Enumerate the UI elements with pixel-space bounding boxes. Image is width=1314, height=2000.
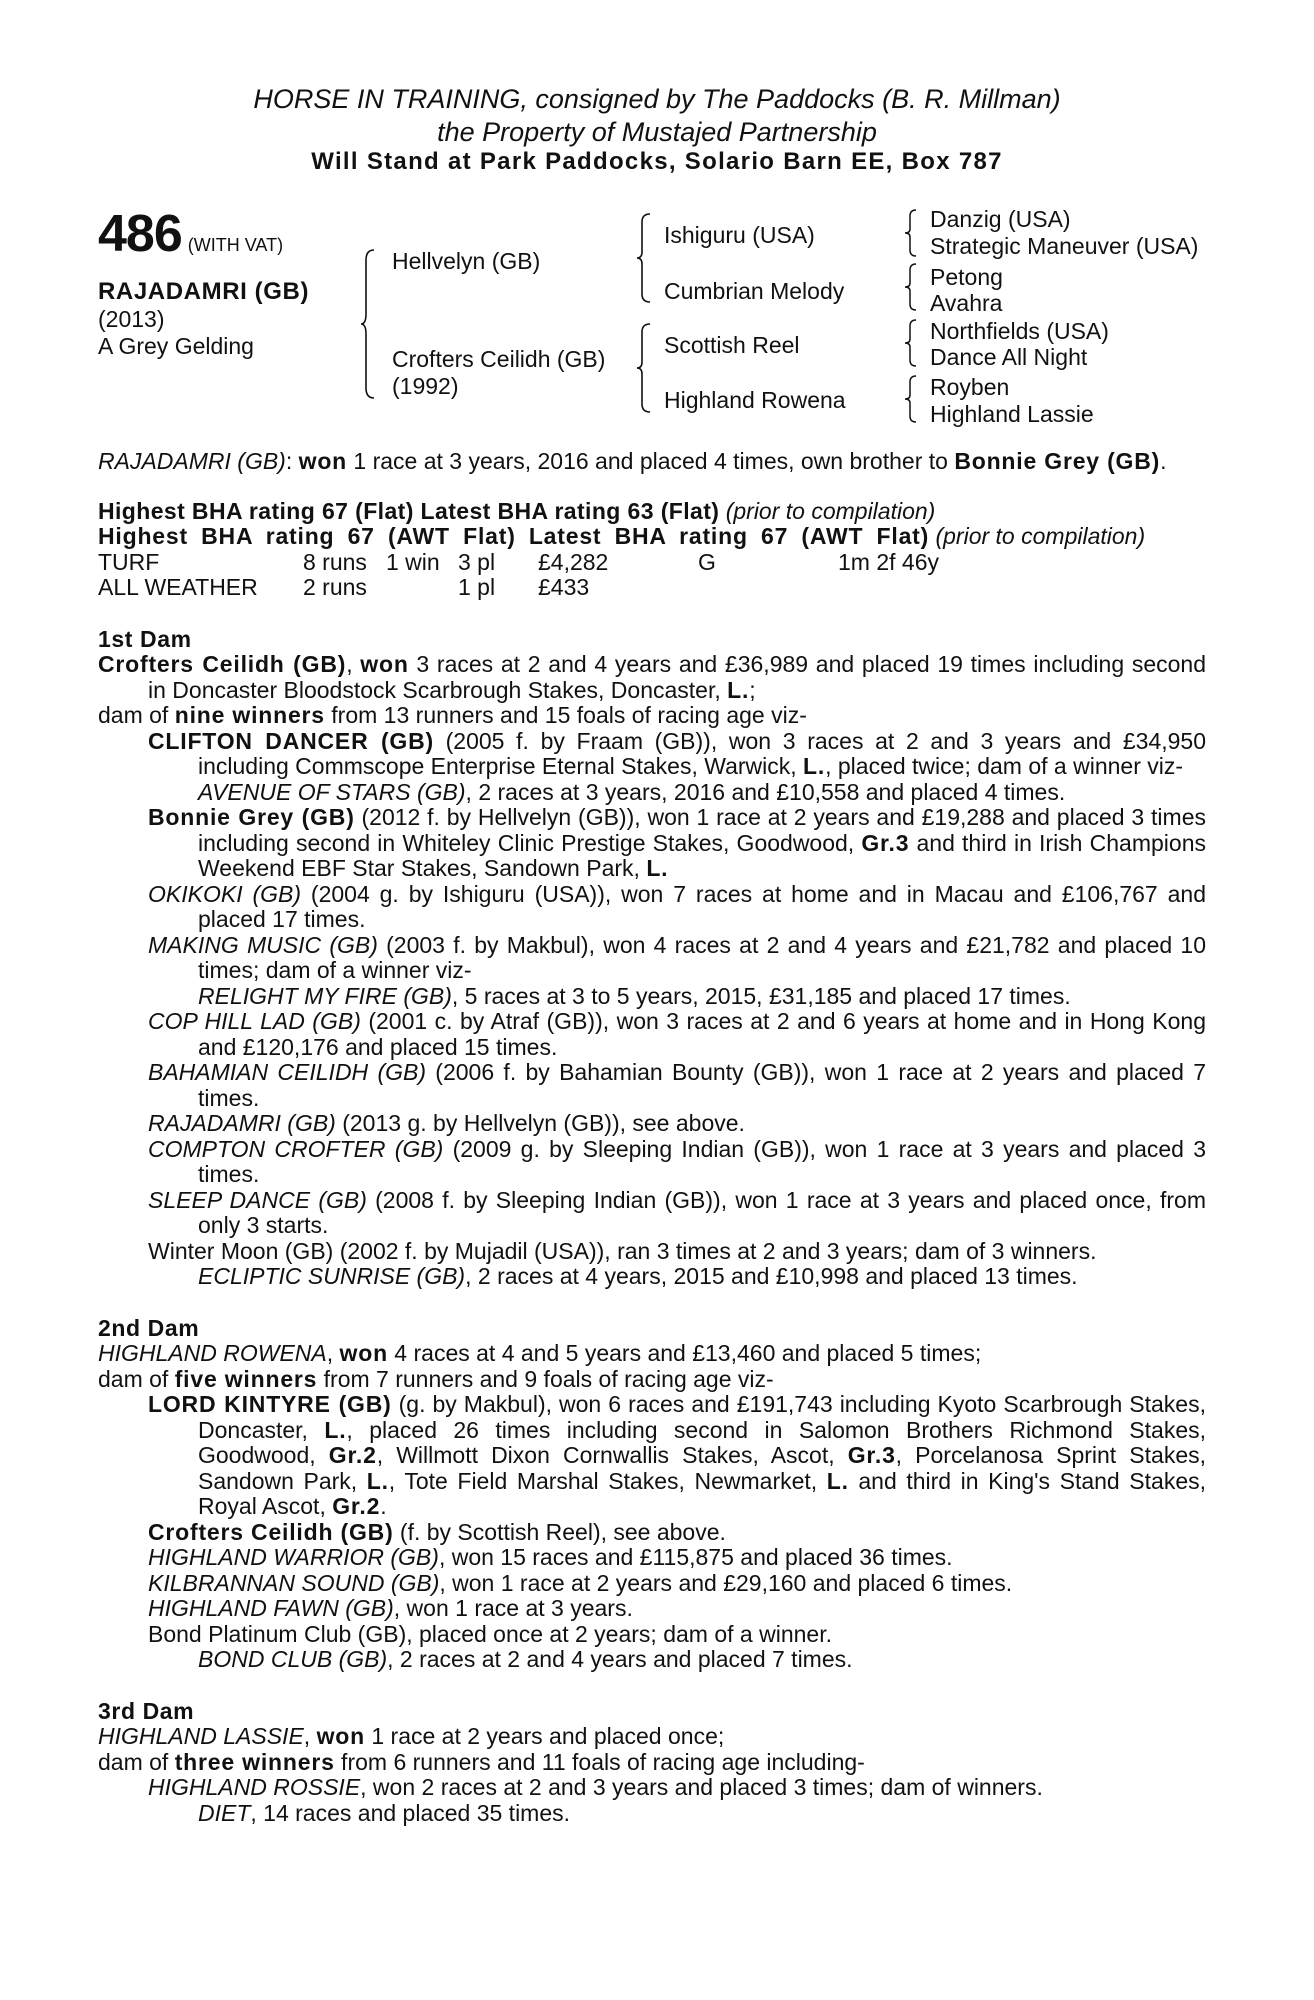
vat-note: (WITH VAT) <box>187 235 284 255</box>
produce-entry: COP HILL LAD (GB) (2001 c. by Atraf (GB)), won 3 races at 2 and 6 years at home and in Hong Kong and £120,176 and placed 15 times. <box>148 1008 1206 1060</box>
location-line: Will Stand at Park Paddocks, Solario Barn EE, Box 787 <box>311 148 1003 175</box>
produce-sub-entry: RELIGHT MY FIRE (GB), 5 races at 3 to 5 years, 2015, £31,185 and placed 17 times. <box>198 982 1071 1009</box>
produce-entry: BAHAMIAN CEILIDH (GB) (2006 f. by Bahamian Bounty (GB)), won 1 race at 2 years and placed 7 times. <box>148 1059 1206 1111</box>
race-summary: RAJADAMRI (GB): won 1 race at 3 years, 2016 and placed 4 times, own brother to Bonnie Grey (GB). <box>98 448 1167 474</box>
produce-sub-entry: BOND CLUB (GB), 2 races at 2 and 4 years and placed 7 times. <box>198 1646 853 1672</box>
pedigree-gg6: Dance All Night <box>930 344 1088 370</box>
pedigree-brace-g2 <box>904 262 920 312</box>
third-dam-produce-summary: dam of three winners from 6 runners and 11 foals of racing age including- <box>98 1748 865 1775</box>
produce-sub-entry: ECLIPTIC SUNRISE (GB), 2 races at 4 years, 2015 and £10,998 and placed 13 times. <box>198 1263 1078 1289</box>
produce-sub-entry: AVENUE OF STARS (GB), 2 races at 3 years, 2016 and £10,558 and placed 4 times. <box>198 778 1066 805</box>
pedigree-gg7: Royben <box>930 374 1010 400</box>
owner-line: the Property of Mustajed Partnership <box>437 117 877 147</box>
pedigree-gg8: Highland Lassie <box>930 401 1094 427</box>
produce-entry: Bonnie Grey (GB) (2012 f. by Hellvelyn (GB)), won 1 race at 2 years and £19,288 and placed 3 times including second in Whiteley Clinic Prestige Stakes, Goodwood, Gr.3 and third in Irish Champions Weekend EBF Star Stakes, Sandown Park, L. <box>148 804 1206 881</box>
second-dam-produce-summary: dam of five winners from 7 runners and 9 foals of racing age viz- <box>98 1365 774 1392</box>
table-row: ALL WEATHER 2 runs 1 pl £433 <box>98 574 590 600</box>
pedigree-brace-g4 <box>904 374 920 424</box>
horse-description: A Grey Gelding <box>98 333 254 359</box>
pedigree-brace-sire <box>636 212 656 304</box>
second-dam-heading: 2nd Dam <box>98 1314 200 1341</box>
produce-entry: Crofters Ceilidh (GB) (f. by Scottish Reel), see above. <box>148 1518 726 1545</box>
produce-entry: COMPTON CROFTER (GB) (2009 g. by Sleeping Indian (GB)), won 1 race at 3 years and placed 3 times. <box>148 1135 1206 1187</box>
horse-year: (2013) <box>98 306 165 332</box>
produce-entry: RAJADAMRI (GB) (2013 g. by Hellvelyn (GB)), see above. <box>148 1110 745 1136</box>
produce-entry: HIGHLAND ROSSIE, won 2 races at 2 and 3 years and placed 3 times; dam of winners. <box>148 1774 1043 1800</box>
table-row: TURF 8 runs 1 win 3 pl £4,282 G 1m 2f 46y <box>98 548 939 575</box>
first-dam-heading: 1st Dam <box>98 625 192 652</box>
pedigree-dam-year: (1992) <box>392 373 459 399</box>
pedigree-gg3: Petong <box>930 264 1003 290</box>
pedigree-sire: Hellvelyn (GB) <box>392 248 541 274</box>
rating-flat: Highest BHA rating 67 (Flat) Latest BHA rating 63 (Flat) (prior to compilation) <box>98 497 936 524</box>
produce-entry: Bond Platinum Club (GB), placed once at 2 years; dam of a winner. <box>148 1620 832 1647</box>
third-dam-heading: 3rd Dam <box>98 1697 195 1724</box>
produce-entry: CLIFTON DANCER (GB) (2005 f. by Fraam (GB)), won 3 races at 2 and 3 years and £34,950 including Commscope Enterprise Eternal Stakes, Warwick, L., placed twice; dam of a winner viz- <box>148 727 1206 779</box>
horse-name: RAJADAMRI (GB) <box>98 278 310 305</box>
produce-entry: SLEEP DANCE (GB) (2008 f. by Sleeping Indian (GB)), won 1 race at 3 years and placed once, from only 3 starts. <box>148 1186 1206 1238</box>
pedigree-sire-sire: Ishiguru (USA) <box>664 222 815 248</box>
lot-number: 486 <box>98 205 182 263</box>
pedigree-gg2: Strategic Maneuver (USA) <box>930 233 1199 259</box>
produce-entry: LORD KINTYRE (GB) (g. by Makbul), won 6 races and £191,743 including Kyoto Scarbrough Stakes, Doncaster, L., placed 26 times including second in Salomon Brothers Richmond Stakes, Goodwood, Gr.2, Willmott Dixon Cornwallis Stakes, Ascot, Gr.3, Porcelanosa Sprint Stakes, Sandown Park, L., Tote Field Marshal Stakes, Newmarket, L. and third in King's Stand Stakes, Royal Ascot, Gr.2. <box>148 1391 1207 1519</box>
second-dam-record: HIGHLAND ROWENA, won 4 races at 4 and 5 years and £13,460 and placed 5 times; <box>98 1340 982 1366</box>
produce-entry: HIGHLAND WARRIOR (GB), won 15 races and £115,875 and placed 36 times. <box>148 1544 953 1570</box>
lot-number-block <box>98 204 283 264</box>
summary-horse-name: RAJADAMRI (GB) <box>98 448 286 474</box>
pedigree-brace-g1 <box>904 208 920 258</box>
produce-entry: KILBRANNAN SOUND (GB), won 1 race at 2 years and £29,160 and placed 6 times. <box>148 1569 1013 1596</box>
produce-entry: Winter Moon (GB) (2002 f. by Mujadil (USA)), ran 3 times at 2 and 3 years; dam of 3 winners. <box>148 1237 1097 1264</box>
pedigree-gg4: Avahra <box>930 290 1003 316</box>
pedigree-dam: Crofters Ceilidh (GB) <box>392 346 606 372</box>
first-dam-record: Crofters Ceilidh (GB), won 3 races at 2 and 4 years and £36,989 and placed 19 times including second in Doncaster Bloodstock Scarbrough Stakes, Doncaster, L.; <box>98 651 1207 703</box>
pedigree-sire-dam: Cumbrian Melody <box>664 278 845 304</box>
pedigree-gg5: Northfields (USA) <box>930 318 1109 344</box>
first-dam-produce-summary: dam of nine winners from 13 runners and 15 foals of racing age viz- <box>98 702 807 728</box>
pedigree-brace-main <box>360 248 380 400</box>
summary-brother: Bonnie Grey (GB) <box>954 448 1161 474</box>
produce-sub-entry: DIET, 14 races and placed 35 times. <box>198 1799 571 1826</box>
produce-entry: MAKING MUSIC (GB) (2003 f. by Makbul), won 4 races at 2 and 4 years and £21,782 and placed 10 times; dam of a winner viz- <box>148 931 1207 983</box>
pedigree-brace-dam <box>636 322 656 414</box>
rating-awt: Highest BHA rating 67 (AWT Flat) Latest BHA rating 67 (AWT Flat) (prior to compilation) <box>98 523 1146 549</box>
pedigree-dam-dam: Highland Rowena <box>664 387 846 413</box>
pedigree-dam-sire: Scottish Reel <box>664 332 800 358</box>
race-record-table <box>98 550 939 601</box>
pedigree-brace-g3 <box>904 318 920 368</box>
produce-entry: OKIKOKI (GB) (2004 g. by Ishiguru (USA)), won 7 races at home and in Macau and £106,767 and placed 17 times. <box>148 880 1206 932</box>
consignor-line: HORSE IN TRAINING, consigned by The Paddocks (B. R. Millman) <box>253 84 1061 114</box>
third-dam-record: HIGHLAND LASSIE, won 1 race at 2 years and placed once; <box>98 1723 725 1749</box>
produce-entry: HIGHLAND FAWN (GB), won 1 race at 3 years. <box>148 1595 633 1621</box>
catalogue-body <box>98 449 1206 1826</box>
pedigree-gg1: Danzig (USA) <box>930 206 1071 232</box>
